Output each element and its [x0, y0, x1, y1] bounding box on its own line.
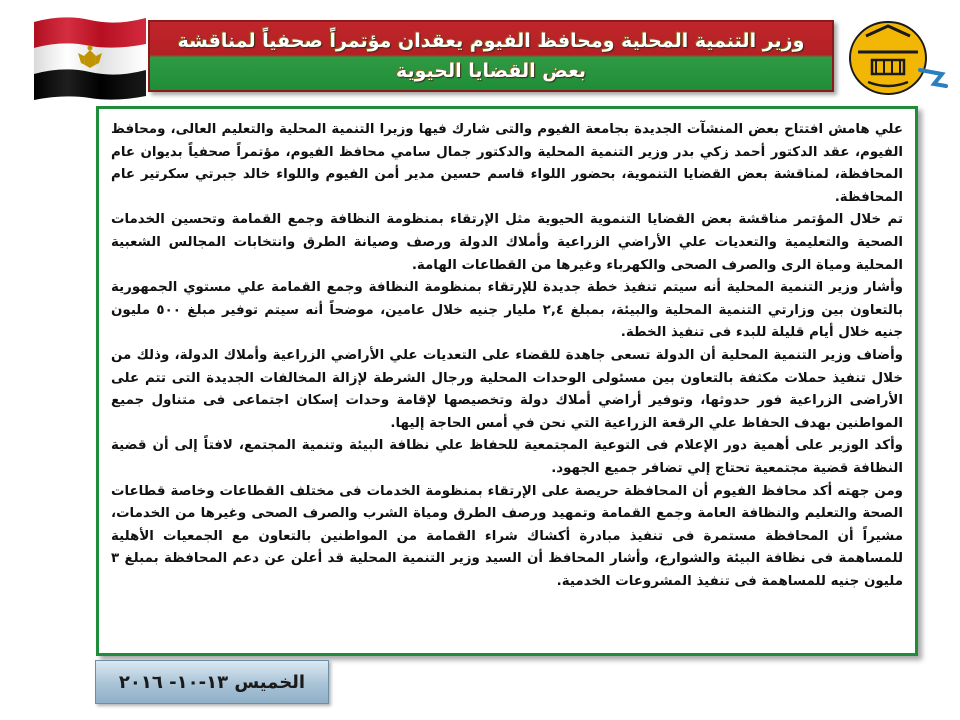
date-badge	[95, 660, 329, 704]
article-paragraph: وأكد الوزير على أهمية دور الإعلام فى التوعية المجتمعية للحفاظ علي نظافة البيئة وتنمية المجتمع، لافتاً إلى أن قضية النظافة قضية مجتمعية تحتاج إلي تضافر جميع الجهود.	[111, 438, 903, 476]
governorate-emblem-icon	[838, 12, 948, 100]
publish-date: الخميس ١٣-١٠- ٢٠١٦	[118, 671, 306, 693]
article-panel	[96, 106, 918, 656]
article-body	[111, 119, 903, 593]
egypt-flag-icon	[30, 14, 148, 100]
article-paragraph: وأشار وزير التنمية المحلية أنه سيتم تنفيذ خطة جديدة للإرتقاء بمنظومة النظافة وجمع القمامة علي مستوي الجمهورية بالتعاون بين وزارتي التنمية المحلية والبيئة، بمبلغ ٢,٤ مليار جنيه خلال عامين، موضحاً أنه سيتم توفير مبلغ ٥٠٠ مليون جنيه خلال أيام قليلة للبدء فى تنفيذ الخطة.	[111, 280, 903, 341]
article-paragraph: تم خلال المؤتمر مناقشة بعض القضايا التنموية الحيوية مثل الإرتقاء بمنظومة النظافة وجمع القمامة وتحسين الخدمات الصحية والتعليمية والتعديات علي الأراضي الزراعية وأملاك الدولة ورصف وصيانة الطرق وانتخابات المجالس الشعبية المحلية ومياة الرى والصرف الصحى والكهرباء وغيرها من القطاعات الهامة.	[111, 212, 903, 273]
article-paragraph: علي هامش افتتاح بعض المنشآت الجديدة بجامعة الفيوم والتى شارك فيها وزيرا التنمية المحلية والتعليم العالى، ومحافظ الفيوم، عقد الدكتور أحمد زكي بدر وزير التنمية المحلية والدكتور جمال سامي محافظ الفيوم، مؤتمراً صحفياً بديوان عام المحافظة، لمناقشة بعض القضايا التنموية، بحضور اللواء قاسم حسين مدير أمن الفيوم واللواء خالد جبرتي سكرتير عام المحافظة.	[111, 122, 903, 205]
article-paragraph: ومن جهته أكد محافظ الفيوم أن المحافظة حريصة على الإرتقاء بمنظومة الخدمات فى مختلف القطاعات وخاصة قطاعات الصحة والتعليم والنظافة العامة وجمع القمامة وتمهيد ورصف الطرق ومياة الشرب والصرف الصحى وغيرها من الخدمات، مشيراً أن المحافظة مستمرة فى تنفيذ مبادرة أكشاك شراء القمامة من المواطنين بالتعاون مع الجمعيات الأهلية للمساهمة فى نظافة البيئة والشوارع، وأشار المحافظ أن السيد وزير التنمية المحلية قد أعلن عن دعم المحافظة بمبلغ ٣ مليون جنيه للمساهمة فى تنفيذ المشروعات الخدمية.	[111, 483, 903, 589]
article-paragraph: وأضاف وزير التنمية المحلية أن الدولة تسعى جاهدة للقضاء على التعديات علي الأراضي الزراعية وأملاك الدولة، وذلك من خلال تنفيذ حملات مكثفة بالتعاون بين مسئولى الوحدات المحلية ورجال الشرطة لإزالة المخالفات الجديدة التى تتم على الأراضى الزراعية فور حدوثها، وتوفير أراضي أملاك دولة وتخصيصها لإقامة وحدات إسكان اجتماعى فى متناول جميع المواطنين بهدف الحفاظ علي الرقعة الزراعية التي نحن في أمس الحاجة إليها.	[111, 347, 903, 431]
article-title: وزير التنمية المحلية ومحافظ الفيوم يعقدان مؤتمراً صحفياً لمناقشة بعض القضايا الحيوية	[177, 30, 805, 82]
title-banner	[148, 20, 834, 92]
